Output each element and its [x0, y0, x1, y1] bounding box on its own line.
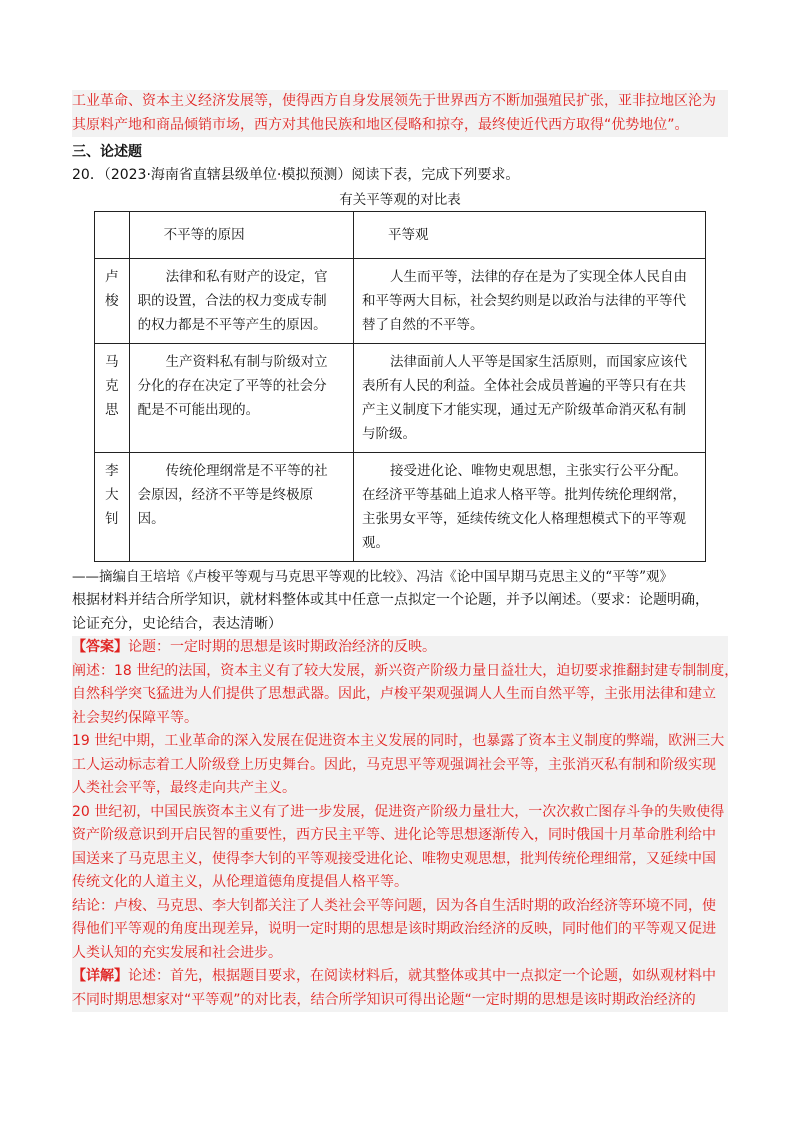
question-line: 20．（2023·海南省直辖县级单位·模拟预测）阅读下表，完成下列要求。: [72, 167, 520, 183]
answer-paragraph-line: 20 世纪初，中国民族资本主义有了进一步发展，促进资产阶级力量壮大，一次次救亡图存斗争的失败使得: [72, 803, 725, 820]
answer-paragraph-line: 资产阶级意识到开启民智的重要性，西方民主平等、进化论等思想逐渐传入，同时俄国十月革命胜利给中: [72, 827, 716, 843]
row-reason: 传统伦理纲常是不平等的社 会原因，经济不平等是终极原 因。: [129, 453, 353, 562]
answer-paragraph-line: 阐述：18 世纪的法国，资本主义有了较大发展，新兴资产阶级力量日益壮大，迫切要求推翻封建专制制度，: [72, 662, 739, 679]
row-view: 法律面前人人平等是国家生活原则，而国家应该代 表所有人民的利益。全体社会成员普遍的平等只有在共 产主义制度下才能实现，通过无产阶级革命消灭私有制 与阶级。: [353, 344, 705, 453]
detail-tag: 【详解】: [72, 968, 128, 984]
answer-paragraph-line: 人类社会平等，最终走向共产主义。: [72, 780, 296, 796]
comparison-table: [94, 211, 706, 562]
table-header-row: [95, 212, 706, 259]
answer-paragraph-line: 结论：卢梭、马克思、李大钊都关注了人类社会平等问题，因为各自生活时期的政治经济等环境不同，使: [72, 897, 716, 914]
table-row: [95, 259, 706, 344]
answer-thesis: 【答案】论题：一定时期的思想是该时期政治经济的反映。: [72, 639, 436, 655]
intro-line: 工业革命、资本主义经济发展等，使得西方自身发展领先于世界西方不断加强殖民扩张，亚非拉地区沦为: [72, 93, 716, 109]
answer-block: [72, 636, 739, 965]
table-row: [95, 453, 706, 562]
answer-paragraph-line: 传统文化的人道主义，从伦理道德角度提倡人格平等。: [72, 874, 408, 890]
row-view: 人生而平等，法律的存在是为了实现全体人民自由 和平等两大目标，社会契约则是以政治与法律的平等代 替了自然的不平等。: [353, 259, 705, 344]
row-view: 接受进化论、唯物史观思想，主张实行公平分配。 在经济平等基础上追求人格平等。批判传统伦理纲常， 主张男女平等，延续传统文化人格理想模式下的平等观 观。: [353, 453, 705, 562]
header-view: 平等观: [353, 212, 705, 259]
header-empty-cell: [95, 212, 130, 259]
row-name-rousseau: 卢 梭: [95, 259, 130, 344]
answer-paragraph-line: 人类认知的充实发展和社会进步。: [72, 944, 282, 961]
row-reason: 法律和私有财产的设定，官 职的设置，合法的权力变成专制 的权力都是不平等产生的原因。: [129, 259, 353, 344]
row-name-marx: 马 克 思: [95, 344, 130, 453]
table-caption: 有关平等观的对比表: [339, 192, 461, 208]
source-citation: ——摘编自王培培《卢梭平等观与马克思平等观的比较》、冯洁《论中国早期马克思主义的“平等”观》: [72, 569, 674, 585]
answer-paragraph-line: 工人运动标志着工人阶级登上历史舞台。因此，马克思平等观强调社会平等，主张消灭私有制和阶级实现: [72, 756, 716, 773]
answer-paragraph-line: 社会契约保障平等。: [72, 709, 198, 726]
answer-paragraph-line: 19 世纪中期，工业革命的深入发展在促进资本主义发展的同时，也暴露了资本主义制度的弊端，欧洲三大: [72, 733, 725, 749]
document-page: [72, 90, 739, 1012]
header-reason: 不平等的原因: [129, 212, 353, 259]
section-title: 三、论述题: [72, 144, 142, 160]
detail-block: 【详解】论述：首先，根据题目要求，在阅读材料后，就其整体或其中一点拟定一个论题，如纵观材料中 不同时期思想家对“平等观”的对比表，结合所学知识可得出论题“一定时期的思想是该时期政治经济的: [72, 965, 728, 1012]
requirement: 根据材料并结合所学知识，就材料整体或其中任意一点拟定一个论题，并予以阐述。（要求：论题明确， 论证充分，史论结合，表达清晰）: [72, 592, 709, 632]
row-reason: 生产资料私有制与阶级对立 分化的存在决定了平等的社会分 配是不可能出现的。: [129, 344, 353, 453]
answer-paragraph-line: 得他们平等观的角度出现差异，说明一定时期的思想是该时期政治经济的反映，同时他们的平等观又促进: [72, 921, 716, 937]
answer-tag: 【答案】: [72, 639, 128, 655]
row-name-lidazhao: 李 大 钊: [95, 453, 130, 562]
detail-line: 不同时期思想家对“平等观”的对比表，结合所学知识可得出论题“一定时期的思想是该时期政治经济的: [72, 991, 696, 1008]
answer-paragraph-line: 自然科学突飞猛进为人们提供了思想武器。因此，卢梭平架观强调人人生而自然平等，主张用法律和建立: [72, 686, 716, 702]
intro-line: 其原料产地和商品倾销市场，西方对其他民族和地区侵略和掠夺，最终使近代西方取得“优势地位”。: [72, 116, 689, 133]
intro-highlight: [72, 90, 728, 137]
answer-paragraph-line: 国送来了马克思主义，使得李大钊的平等观接受进化论、唯物史观思想，批判传统伦理细常，又延续中国: [72, 850, 716, 867]
table-row: [95, 344, 706, 453]
